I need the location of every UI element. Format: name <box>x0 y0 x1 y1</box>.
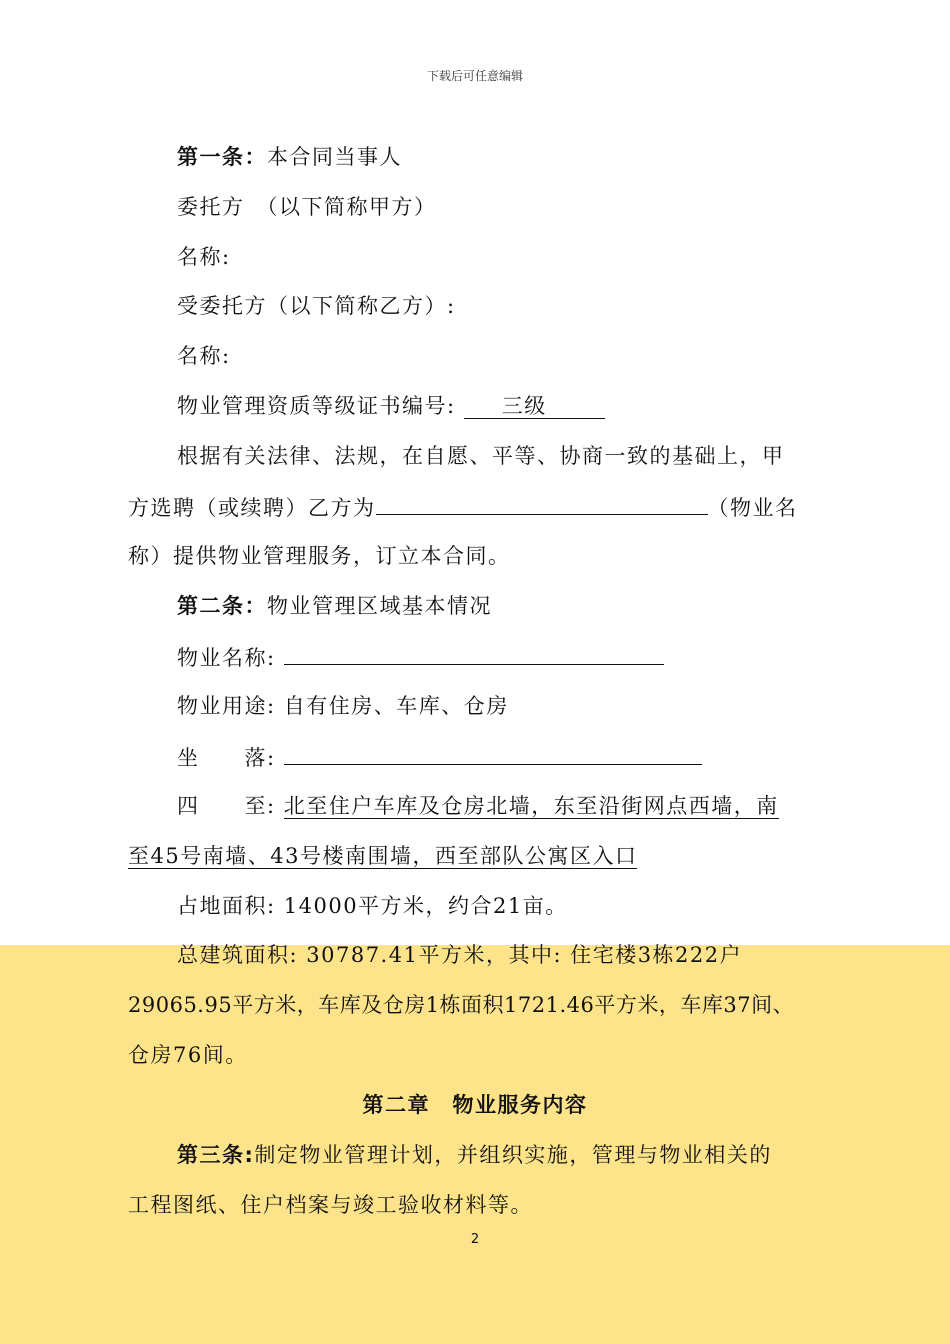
article2-title: 物业管理区域基本情况 <box>267 594 492 618</box>
article3-label: 第三条: <box>177 1143 255 1167</box>
basis-line-1: 根据有关法律、法规，在自愿、平等、协商一致的基础上，甲 <box>177 444 785 468</box>
party-a-line: 委托方 （以下简称甲方） <box>177 195 437 219</box>
page-header: 下载后可任意编辑 <box>426 69 523 83</box>
building-line-3: 仓房76间。 <box>128 1043 248 1067</box>
article2-heading <box>177 590 833 622</box>
boundary-label: 四 至: <box>177 794 276 818</box>
basis-line-2 <box>128 490 833 522</box>
basis-line-3: 称）提供物业管理服务，订立本合同。 <box>128 544 511 568</box>
article1-title: 本合同当事人 <box>267 145 402 169</box>
basis-line-2b: （物业名 <box>707 496 798 520</box>
usage-value: 自有住房、车库、仓房 <box>283 694 509 718</box>
boundary-text-2: 至45号南墙、43号楼南围墙，西至部队公寓区入口 <box>128 844 638 868</box>
property-name-blank <box>376 490 708 515</box>
article3-line-1 <box>177 1139 833 1171</box>
party-a-name: 名称: <box>177 245 231 269</box>
building-line-1: 总建筑面积: 30787.41平方米，其中: 住宅楼3栋222户 <box>177 943 743 967</box>
property-name-line <box>177 640 833 672</box>
land-area-line: 占地面积: 14000平方米，约合21亩。 <box>177 894 568 918</box>
location-line <box>177 740 833 772</box>
article3-line-2: 工程图纸、住户档案与竣工验收材料等。 <box>128 1193 533 1217</box>
cert-line <box>177 390 833 422</box>
cert-label: 物业管理资质等级证书编号: <box>177 394 456 418</box>
property-name-label: 物业名称: <box>177 646 276 670</box>
party-b-name: 名称: <box>177 344 231 368</box>
article2-label: 第二条： <box>177 594 267 618</box>
chapter2-title: 第二章 物业服务内容 <box>362 1093 588 1117</box>
article3-text-1: 制定物业管理计划，并组织实施，管理与物业相关的 <box>254 1143 772 1167</box>
boundary-line-1 <box>177 790 833 822</box>
boundary-line-2 <box>128 840 833 872</box>
location-field <box>284 740 702 765</box>
usage-line <box>177 690 833 722</box>
page-number: 2 <box>470 1232 480 1247</box>
basis-line-2a: 方选聘（或续聘）乙方为 <box>128 496 376 520</box>
location-label: 坐 落: <box>177 746 276 770</box>
article1-label: 第一条： <box>177 145 267 169</box>
article1-heading <box>177 141 833 173</box>
boundary-text-1: 北至住户车库及仓房北墙，东至沿街网点西墙，南 <box>283 794 779 818</box>
building-line-2: 29065.95平方米，车库及仓房1栋面积1721.46平方米，车库37间、 <box>128 993 795 1017</box>
property-name-field <box>284 640 664 665</box>
usage-label: 物业用途: <box>177 694 276 718</box>
party-b-line: 受委托方（以下简称乙方）: <box>177 294 456 318</box>
cert-value: 三级 <box>464 394 605 419</box>
